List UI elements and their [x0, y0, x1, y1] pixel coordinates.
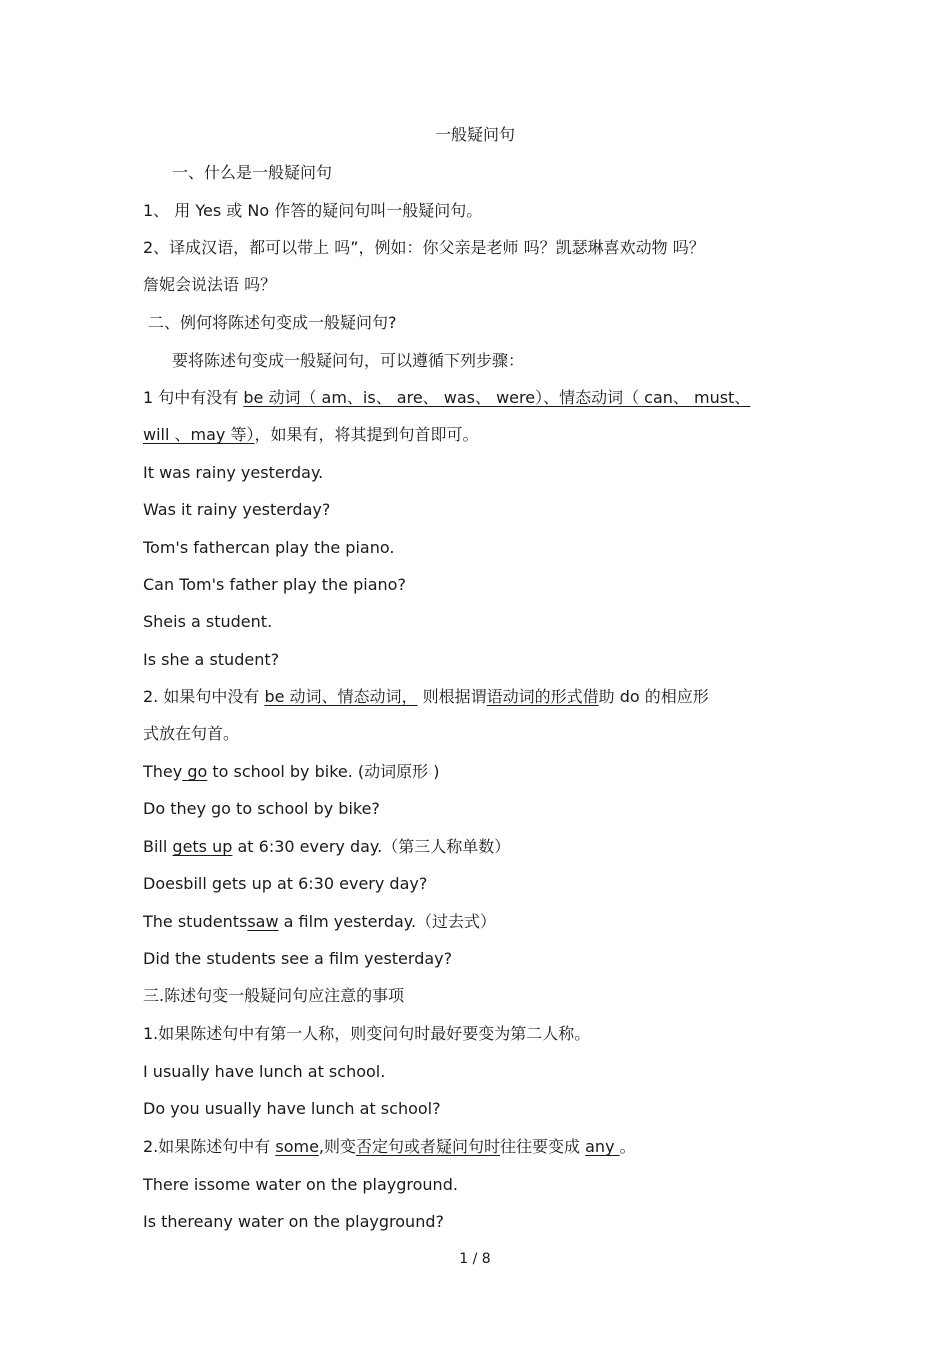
example-part: The students: [143, 912, 248, 931]
section-1-point-1: 1、 用 Yes 或 No 作答的疑问句叫一般疑问句。: [143, 201, 483, 220]
rule-2-mid-1: 则根据谓: [417, 687, 487, 706]
example-sentence: [143, 836, 803, 858]
note-2-mid-2: 往往要变成: [500, 1137, 586, 1156]
example-sentence: Is she a student?: [143, 650, 280, 669]
rule-2-underlined-2: 语动词的形式借: [486, 687, 599, 706]
example-part: to school by bike. (动词原形 ): [207, 762, 440, 781]
example-underlined: gets up: [172, 837, 233, 856]
rule-2-cont: 式放在句首。: [143, 724, 240, 743]
section-2-heading: 二、例何将陈述句变成一般疑问句?: [148, 313, 397, 332]
example-part: at 6:30 every day.（第三人称单数）: [232, 837, 511, 856]
section-2-intro: 要将陈述句变成一般疑问句，可以遵循下列步骤：: [172, 351, 525, 370]
rule-2-mid-2: 助 do 的相应形: [598, 687, 709, 706]
example-sentence: Tom's fathercan play the piano.: [143, 538, 395, 557]
note-2-mid-1: ,则变: [318, 1137, 357, 1156]
example-sentence: Sheis a student.: [143, 612, 273, 631]
rule-2-prefix: 2. 如果句中没有: [143, 687, 265, 706]
example-sentence: Do they go to school by bike?: [143, 799, 380, 818]
section-1-point-2: 2、译成汉语，都可以带上 吗”，例如：你父亲是老师 吗？凯瑟琳喜欢动物 吗？: [143, 238, 705, 257]
rule-1-cont: [143, 424, 803, 446]
example-part: a film yesterday.（过去式）: [278, 912, 497, 931]
rule-2: [143, 686, 803, 708]
example-sentence: [143, 911, 803, 933]
example-sentence: Do you usually have lunch at school?: [143, 1099, 441, 1118]
section-1-point-2-cont: 詹妮会说法语 吗？: [143, 275, 277, 294]
rule-1-prefix: 1 句中有没有: [143, 388, 244, 407]
example-sentence: Was it rainy yesterday?: [143, 500, 331, 519]
example-underlined: saw: [247, 912, 279, 931]
rule-1-underlined-cont: will 、may 等）: [143, 425, 255, 444]
example-sentence: Can Tom's father play the piano?: [143, 575, 406, 594]
page-number: 1 / 8: [459, 1251, 491, 1267]
note-2-suffix: 。: [619, 1137, 636, 1156]
note-2-underlined-1: some: [275, 1137, 319, 1156]
section-1-heading: 一、什么是一般疑问句: [172, 163, 333, 182]
example-sentence: Doesbill gets up at 6:30 every day?: [143, 874, 428, 893]
rule-2-underlined-1: be 动词、情态动词，: [264, 687, 418, 706]
note-2-underlined-2: 否定句或者疑问句时: [356, 1137, 501, 1156]
section-3-heading: 三.陈述句变一般疑问句应注意的事项: [143, 986, 405, 1005]
example-underlined: go: [182, 762, 208, 781]
rule-1: [143, 387, 803, 409]
note-2-underlined-3: any: [585, 1137, 620, 1156]
example-sentence: Is thereany water on the playground?: [143, 1212, 444, 1231]
rule-1-suffix: ，如果有，将其提到句首即可。: [254, 425, 479, 444]
example-sentence: Did the students see a film yesterday?: [143, 949, 453, 968]
example-sentence: It was rainy yesterday.: [143, 463, 324, 482]
section-3-note-1: 1.如果陈述句中有第一人称，则变问句时最好要变为第二人称。: [143, 1024, 591, 1043]
example-part: They: [143, 762, 183, 781]
example-part: Bill: [143, 837, 173, 856]
example-sentence: There issome water on the playground.: [143, 1175, 458, 1194]
rule-1-underlined: be 动词（ am、is、 are、 was、 were）、情态动词（ can、 must、: [243, 388, 751, 407]
example-sentence: I usually have lunch at school.: [143, 1062, 386, 1081]
example-sentence: [143, 761, 803, 783]
note-2-prefix: 2.如果陈述句中有: [143, 1137, 276, 1156]
document-title: 一般疑问句: [434, 125, 515, 144]
section-3-note-2: [143, 1136, 803, 1158]
